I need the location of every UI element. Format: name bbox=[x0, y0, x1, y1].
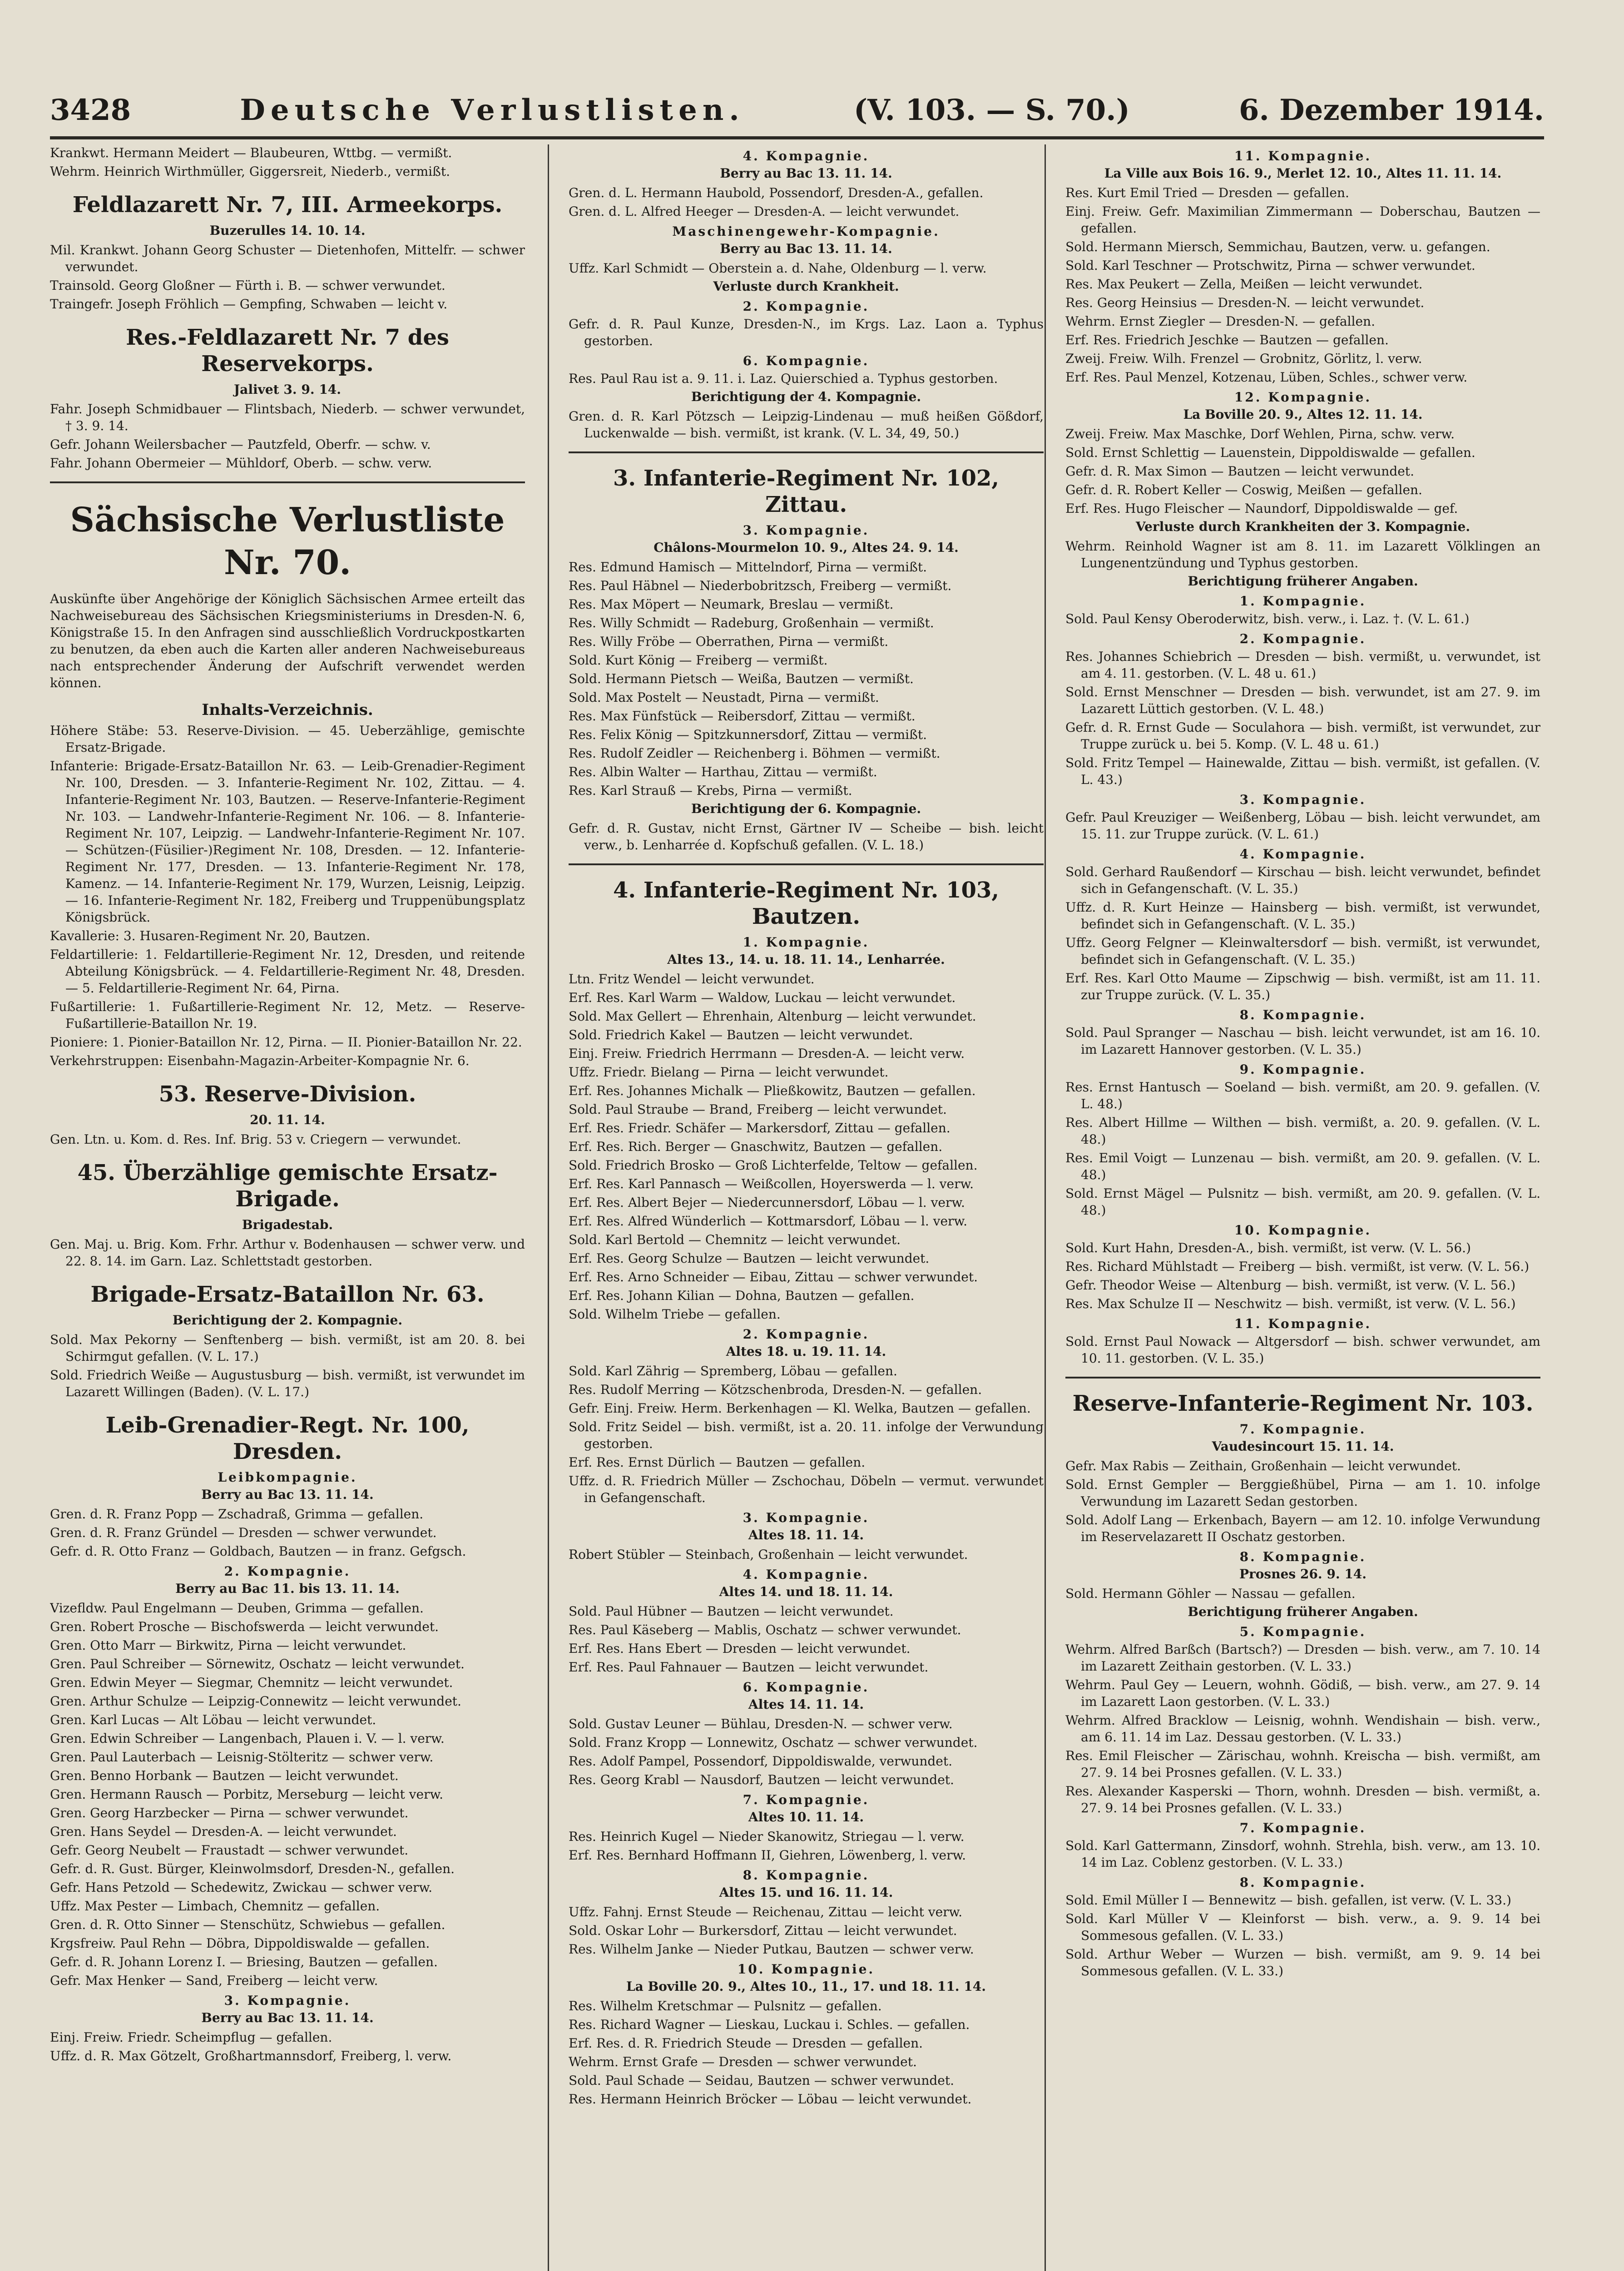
section-rule bbox=[569, 863, 1044, 865]
company-heading: 7. Kompagnie. bbox=[743, 1792, 870, 1807]
casualty-entry: Sold. Adolf Lang — Erkenbach, Bayern — am 12. 10. infolge Verwundung im Reservelazarett II Oschatz gestorben. bbox=[1065, 1512, 1540, 1544]
company-heading: Maschinengewehr-Kompagnie. bbox=[672, 224, 940, 239]
casualty-entry: Wehrm. Paul Gey — Leuern, wohnh. Gödiß, — bish. verw., am 27. 9. 14 im Lazarett Laon gestorben. (V. L. 33.) bbox=[1065, 1677, 1540, 1709]
company-heading: 7. Kompagnie. bbox=[1239, 1422, 1367, 1437]
casualty-entry: Wehrm. Alfred Bracklow — Leisnig, wohnh. Wendishain — bish. verw., am 6. 11. 14 im Laz. Dessau gestorben. (V. L. 33.) bbox=[1065, 1713, 1540, 1745]
date-heading: La Boville 20. 9., Altes 12. 11. 14. bbox=[1183, 407, 1423, 422]
company-heading: 3. Kompagnie. bbox=[743, 523, 870, 538]
casualty-entry: Gefr. Georg Neubelt — Fraustadt — schwer verwundet. bbox=[50, 1843, 409, 1858]
casualty-entry: Einj. Freiw. Friedr. Scheimpflug — gefallen. bbox=[50, 2030, 332, 2045]
company-heading: 3. Kompagnie. bbox=[743, 1510, 870, 1525]
casualty-entry: Infanterie: Brigade-Ersatz-Bataillon Nr. 63. — Leib-Grenadier-Regiment Nr. 100, Dresden. — 3. Infanterie-Regiment Nr. 102, Zittau. — 4. Infanterie-Regiment Nr. 103, Bautzen. — Reserve-Infanterie-Regiment Nr. 103. — Landwehr-Infanterie-Regiment Nr. 106. — 8. Infanterie-Regiment Nr. 107, Leipzig. — Landwehr-Infanterie-Regiment Nr. 107. — Schützen-(Füsilier-)Regiment Nr. 108, Dresden. — 12. Infanterie-Regiment Nr. 177, Dresden. — 13. Infanterie-Regiment Nr. 178, Kamenz. — 14. Infanterie-Regiment Nr. 179, Wurzen, Leisnig, Leipzig. — 16. Infanterie-Regiment Nr. 182, Freiberg und Truppenübungsplatz Königsbrück. bbox=[50, 759, 525, 925]
casualty-entry: Res. Rudolf Merring — Kötzschenbroda, Dresden-N. — gefallen. bbox=[569, 1382, 982, 1397]
casualty-entry: Sold. Ernst Gempler — Berggießhübel, Pirna — am 1. 10. infolge Verwundung im Lazarett Sedan gestorben. bbox=[1065, 1477, 1540, 1509]
section-heading: Reserve-Infanterie-Regiment Nr. 103. bbox=[1072, 1391, 1534, 1416]
section-heading: Brigade-Ersatz-Bataillon Nr. 63. bbox=[90, 1282, 485, 1307]
casualty-entry: Res. Kurt Emil Tried — Dresden — gefallen. bbox=[1065, 185, 1349, 200]
notice-paragraph: Auskünfte über Angehörige der Königlich Sächsischen Armee erteilt das Nachweisebureau des Sächsischen Kriegsministeriums in Dresden-N. 6, Königstraße 15. In den Anfragen sind ausschließlich Vordruckpostkarten zu benutzen, da eben auch die Karten aller anderen Nachweisebureaus nach entsprechender Änderung der Aufschrift verwendet werden können. bbox=[50, 591, 525, 690]
casualty-entry: Gefr. Johann Weilersbacher — Pautzfeld, Oberfr. — schw. v. bbox=[50, 437, 431, 452]
column-3 bbox=[1065, 144, 1540, 2271]
casualty-entry: Sold. Ernst Mägel — Pulsnitz — bish. vermißt, am 20. 9. gefallen. (V. L. 48.) bbox=[1065, 1186, 1540, 1218]
date-heading: La Ville aux Bois 16. 9., Merlet 12. 10., Altes 11. 11. 14. bbox=[1104, 166, 1502, 181]
casualty-entry: Gen. Ltn. u. Kom. d. Res. Inf. Brig. 53 v. Criegern — verwundet. bbox=[50, 1132, 461, 1147]
casualty-entry: Trainsold. Georg Gloßner — Fürth i. B. — schwer verwundet. bbox=[50, 278, 446, 293]
date-heading: Berichtigung der 4. Kompagnie. bbox=[691, 389, 921, 404]
date-heading: Berry au Bac 11. bis 13. 11. 14. bbox=[175, 1581, 400, 1596]
casualty-entry: Sold. Ernst Schlettig — Lauenstein, Dippoldiswalde — gefallen. bbox=[1065, 445, 1475, 460]
date-heading: Berry au Bac 13. 11. 14. bbox=[201, 2010, 374, 2025]
casualty-entry: Gren. d. R. Otto Sinner — Stenschütz, Schwiebus — gefallen. bbox=[50, 1917, 446, 1932]
company-heading: Leibkompagnie. bbox=[218, 1470, 357, 1485]
column-divider bbox=[548, 144, 549, 2271]
company-heading: 9. Kompagnie. bbox=[1239, 1062, 1367, 1077]
casualty-entry: Res. Wilhelm Janke — Nieder Putkau, Bautzen — schwer verw. bbox=[569, 1942, 974, 1957]
casualty-entry: Gren. d. R. Karl Pötzsch — Leipzig-Lindenau — muß heißen Gößdorf, Luckenwalde — bish. vermißt, ist krank. (V. L. 34, 49, 50.) bbox=[569, 409, 1044, 441]
date-heading: 20. 11. 14. bbox=[250, 1112, 325, 1127]
casualty-entry: Gren. d. R. Franz Gründel — Dresden — schwer verwundet. bbox=[50, 1525, 437, 1540]
casualty-entry: Erf. Res. Karl Pannasch — Weißcollen, Hoyerswerda — l. verw. bbox=[569, 1176, 974, 1191]
publication-title: Deutsche Verlustlisten. bbox=[240, 93, 745, 127]
date-heading: Altes 18. 11. 14. bbox=[748, 1527, 864, 1542]
casualty-entry: Erf. Res. Friedrich Jeschke — Bautzen — gefallen. bbox=[1065, 332, 1389, 347]
company-heading: 5. Kompagnie. bbox=[1239, 1624, 1367, 1639]
casualty-entry: Gren. d. L. Hermann Haubold, Possendorf, Dresden-A., gefallen. bbox=[569, 185, 984, 200]
casualty-entry: Sold. Max Pekorny — Senftenberg — bish. vermißt, ist am 20. 8. bei Schirmgut gefallen. (V. L. 17.) bbox=[50, 1332, 525, 1364]
casualty-entry: Res. Karl Strauß — Krebs, Pirna — vermißt. bbox=[569, 783, 852, 798]
company-heading: 4. Kompagnie. bbox=[743, 1567, 870, 1582]
column-1 bbox=[50, 144, 525, 2271]
casualty-entry: Res. Paul Käseberg — Mablis, Oschatz — schwer verwundet. bbox=[569, 1622, 961, 1637]
casualty-entry: Res. Ernst Hantusch — Soeland — bish. vermißt, am 20. 9. gefallen. (V. L. 48.) bbox=[1065, 1080, 1540, 1111]
casualty-entry: Uffz. Fahnj. Ernst Steude — Reichenau, Zittau — leicht verw. bbox=[569, 1904, 963, 1919]
date-heading: La Boville 20. 9., Altes 10., 11., 17. und 18. 11. 14. bbox=[626, 1979, 986, 1994]
date-heading: Altes 10. 11. 14. bbox=[748, 1810, 864, 1825]
date-heading: Châlons-Mourmelon 10. 9., Altes 24. 9. 14. bbox=[654, 540, 959, 555]
casualty-entry: Gefr. d. R. Gustav, nicht Ernst, Gärtner IV — Scheibe — bish. leicht verw., b. Lenharrée d. Kopfschuß gefallen. (V. L. 18.) bbox=[569, 821, 1044, 853]
casualty-entry: Sold. Kurt Hahn, Dresden-A., bish. vermißt, ist verw. (V. L. 56.) bbox=[1065, 1240, 1471, 1255]
casualty-entry: Res. Emil Voigt — Lunzenau — bish. vermißt, am 20. 9. gefallen. (V. L. 48.) bbox=[1065, 1150, 1540, 1182]
casualty-entry: Gren. d. R. Franz Popp — Zschadraß, Grimma — gefallen. bbox=[50, 1507, 424, 1522]
casualty-entry: Erf. Res. Rich. Berger — Gnaschwitz, Bautzen — gefallen. bbox=[569, 1139, 943, 1154]
casualty-entry: Res. Wilhelm Kretschmar — Pulsnitz — gefallen. bbox=[569, 1998, 882, 2013]
company-heading: 4. Kompagnie. bbox=[1239, 847, 1367, 862]
section-heading: 3. Infanterie-Regiment Nr. 102, Zittau. bbox=[613, 466, 999, 517]
casualty-entry: Gefr. Max Henker — Sand, Freiberg — leicht verw. bbox=[50, 1973, 378, 1988]
issue-date: 6. Dezember 1914. bbox=[1239, 93, 1544, 127]
casualty-entry: Wehrm. Alfred Barßch (Bartsch?) — Dresden — bish. verw., am 7. 10. 14 im Lazarett Zeithain gestorben. (V. L. 33.) bbox=[1065, 1642, 1540, 1674]
casualty-entry: Sold. Ernst Menschner — Dresden — bish. verwundet, ist am 27. 9. im Lazarett Lüttich gestorben. (V. L. 48.) bbox=[1065, 684, 1540, 716]
casualty-entry: Gefr. d. R. Paul Kunze, Dresden-N., im Krgs. Laz. Laon a. Typhus gestorben. bbox=[569, 317, 1044, 348]
casualty-entry: Robert Stübler — Steinbach, Großenhain — leicht verwundet. bbox=[569, 1547, 968, 1562]
casualty-entry: Krankwt. Hermann Meidert — Blaubeuren, Wttbg. — vermißt. bbox=[50, 145, 452, 160]
date-heading: Berry au Bac 13. 11. 14. bbox=[720, 241, 892, 256]
company-heading: 8. Kompagnie. bbox=[1239, 1875, 1367, 1890]
company-heading: 11. Kompagnie. bbox=[1234, 149, 1372, 164]
casualty-entry: Sold. Fritz Seidel — bish. vermißt, ist a. 20. 11. infolge der Verwundung gestorben. bbox=[569, 1419, 1044, 1451]
company-heading: 6. Kompagnie. bbox=[743, 1680, 870, 1695]
casualty-entry: Ltn. Fritz Wendel — leicht verwundet. bbox=[569, 972, 815, 987]
casualty-entry: Sold. Max Gellert — Ehrenhain, Altenburg — leicht verwundet. bbox=[569, 1009, 976, 1024]
casualty-entry: Sold. Hermann Miersch, Semmichau, Bautzen, verw. u. gefangen. bbox=[1065, 239, 1490, 254]
section-heading: Feldlazarett Nr. 7, III. Armeekorps. bbox=[72, 192, 503, 218]
casualty-entry: Gren. Paul Lauterbach — Leisnig-Stölteritz — schwer verw. bbox=[50, 1750, 434, 1765]
casualty-entry: Gren. Paul Schreiber — Sörnewitz, Oschatz — leicht verwundet. bbox=[50, 1656, 465, 1671]
section-rule bbox=[50, 481, 525, 483]
casualty-entry: Gefr. d. R. Ernst Gude — Soculahora — bish. vermißt, ist verwundet, zur Truppe zurück u. bei 5. Komp. (V. L. 48 u. 61.) bbox=[1065, 720, 1540, 752]
casualty-entry: Res. Willy Fröbe — Oberrathen, Pirna — vermißt. bbox=[569, 634, 889, 649]
casualty-entry: Fußartillerie: 1. Fußartillerie-Regiment Nr. 12, Metz. — Reserve-Fußartillerie-Bataillon Nr. 19. bbox=[50, 999, 525, 1031]
casualty-entry: Sold. Hermann Göhler — Nassau — gefallen. bbox=[1065, 1586, 1356, 1601]
casualty-entry: Res. Paul Häbnel — Niederbobritzsch, Freiberg — vermißt. bbox=[569, 578, 952, 593]
casualty-entry: Sold. Paul Kensy Oberoderwitz, bish. verw., i. Laz. †. (V. L. 61.) bbox=[1065, 611, 1470, 626]
casualty-entry: Gren. Otto Marr — Birkwitz, Pirna — leicht verwundet. bbox=[50, 1638, 406, 1653]
casualty-entry: Gefr. Hans Petzold — Schedewitz, Zwickau — schwer verw. bbox=[50, 1880, 432, 1895]
company-heading: 2. Kompagnie. bbox=[1239, 631, 1367, 646]
casualty-entry: Gren. Hans Seydel — Dresden-A. — leicht verwundet. bbox=[50, 1824, 397, 1839]
sub-heading: Inhalts-Verzeichnis. bbox=[202, 701, 373, 719]
casualty-entry: Sold. Ernst Paul Nowack — Altgersdorf — bish. schwer verwundet, am 10. 11. gestorben. (V. L. 35.) bbox=[1065, 1334, 1540, 1366]
company-heading: 1. Kompagnie. bbox=[743, 935, 870, 950]
casualty-entry: Erf. Res. Hans Ebert — Dresden — leicht verwundet. bbox=[569, 1641, 911, 1656]
casualty-entry: Res. Emil Fleischer — Zärischau, wohnh. Kreischa — bish. vermißt, am 27. 9. 14 bei Prosnes gefallen. (V. L. 33.) bbox=[1065, 1748, 1540, 1780]
casualty-entry: Gren. Benno Horbank — Bautzen — leicht verwundet. bbox=[50, 1768, 399, 1783]
casualty-entry: Fahr. Johann Obermeier — Mühldorf, Oberb. — schw. verw. bbox=[50, 456, 432, 471]
casualty-entry: Erf. Res. Hugo Fleischer — Naundorf, Dippoldiswalde — gef. bbox=[1065, 501, 1458, 516]
casualty-entry: Gren. Arthur Schulze — Leipzig-Connewitz — leicht verwundet. bbox=[50, 1694, 461, 1709]
casualty-entry: Erf. Res. Johann Kilian — Dohna, Bautzen — gefallen. bbox=[569, 1288, 915, 1303]
casualty-entry: Gren. Hermann Rausch — Porbitz, Merseburg — leicht verw. bbox=[50, 1787, 444, 1802]
section-heading: Leib-Grenadier-Regt. Nr. 100, Dresden. bbox=[105, 1413, 470, 1464]
casualty-entry: Einj. Freiw. Friedrich Herrmann — Dresden-A. — leicht verw. bbox=[569, 1046, 965, 1061]
casualty-entry: Gefr. d. R. Max Simon — Bautzen — leicht verwundet. bbox=[1065, 464, 1414, 479]
company-heading: 8. Kompagnie. bbox=[1239, 1549, 1367, 1564]
casualty-entry: Erf. Res. Paul Menzel, Kotzenau, Lüben, Schles., schwer verw. bbox=[1065, 370, 1468, 385]
date-heading: Brigadestab. bbox=[242, 1217, 333, 1232]
company-heading: 10. Kompagnie. bbox=[1234, 1223, 1372, 1238]
casualty-entry: Zweij. Freiw. Max Maschke, Dorf Wehlen, Pirna, schw. verw. bbox=[1065, 426, 1455, 441]
section-heading: 53. Reserve-Division. bbox=[158, 1081, 416, 1107]
casualty-entry: Einj. Freiw. Gefr. Maximilian Zimmermann — Doberschau, Bautzen — gefallen. bbox=[1065, 204, 1540, 236]
date-heading: Vaudesincourt 15. 11. 14. bbox=[1212, 1439, 1394, 1454]
company-heading: 1. Kompagnie. bbox=[1239, 594, 1367, 609]
casualty-entry: Sold. Friedrich Kakel — Bautzen — leicht verwundet. bbox=[569, 1027, 913, 1042]
casualty-entry: Sold. Karl Zährig — Spremberg, Löbau — gefallen. bbox=[569, 1364, 897, 1378]
casualty-entry: Zweij. Freiw. Wilh. Frenzel — Grobnitz, Görlitz, l. verw. bbox=[1065, 351, 1422, 366]
casualty-entry: Sold. Max Postelt — Neustadt, Pirna — vermißt. bbox=[569, 690, 879, 705]
casualty-entry: Res. Hermann Heinrich Bröcker — Löbau — leicht verwundet. bbox=[569, 2092, 972, 2107]
casualty-entry: Wehrm. Heinrich Wirthmüller, Giggersreit, Niederb., vermißt. bbox=[50, 164, 450, 179]
casualty-entry: Sold. Gerhard Raußendorf — Kirschau — bish. leicht verwundet, befindet sich in Gefangenschaft. (V. L. 35.) bbox=[1065, 864, 1540, 896]
casualty-entry: Uffz. Karl Schmidt — Oberstein a. d. Nahe, Oldenburg — l. verw. bbox=[569, 261, 987, 276]
casualty-entry: Sold. Oskar Lohr — Burkersdorf, Zittau — leicht verwundet. bbox=[569, 1923, 957, 1938]
company-heading: 8. Kompagnie. bbox=[743, 1868, 870, 1883]
casualty-entry: Sold. Karl Bertold — Chemnitz — leicht verwundet. bbox=[569, 1232, 901, 1247]
casualty-entry: Res. Max Fünfstück — Reibersdorf, Zittau — vermißt. bbox=[569, 709, 916, 724]
casualty-entry: Vizefldw. Paul Engelmann — Deuben, Grimma — gefallen. bbox=[50, 1601, 424, 1616]
date-heading: Berry au Bac 13. 11. 14. bbox=[720, 166, 892, 181]
casualty-entry: Res. Willy Schmidt — Radeburg, Großenhain — vermißt. bbox=[569, 615, 934, 630]
section-heading: 45. Überzählige gemischte Ersatz-Brigade. bbox=[77, 1160, 498, 1212]
casualty-entry: Uffz. Max Pester — Limbach, Chemnitz — gefallen. bbox=[50, 1899, 380, 1914]
casualty-entry: Erf. Res. Arno Schneider — Eibau, Zittau — schwer verwundet. bbox=[569, 1269, 978, 1284]
casualty-entry: Gefr. Theodor Weise — Altenburg — bish. vermißt, ist verw. (V. L. 56.) bbox=[1065, 1278, 1516, 1293]
casualty-entry: Gefr. d. R. Otto Franz — Goldbach, Bautzen — in franz. Gefgsch. bbox=[50, 1544, 466, 1559]
casualty-entry: Gefr. d. R. Robert Keller — Coswig, Meißen — gefallen. bbox=[1065, 482, 1422, 497]
casualty-entry: Sold. Paul Schade — Seidau, Bautzen — schwer verwundet. bbox=[569, 2073, 954, 2088]
casualty-entry: Sold. Kurt König — Freiberg — vermißt. bbox=[569, 653, 828, 668]
date-heading: Buzerulles 14. 10. 14. bbox=[209, 223, 366, 238]
section-heading: Res.-Feldlazarett Nr. 7 des Reservekorps. bbox=[126, 325, 449, 377]
list-title: Sächsische Verlustliste Nr. 70. bbox=[70, 501, 505, 582]
casualty-entry: Wehrm. Ernst Ziegler — Dresden-N. — gefallen. bbox=[1065, 314, 1375, 329]
casualty-entry: Sold. Wilhelm Triebe — gefallen. bbox=[569, 1307, 781, 1322]
casualty-entry: Erf. Res. Friedr. Schäfer — Markersdorf, Zittau — gefallen. bbox=[569, 1121, 951, 1136]
date-heading: Verluste durch Krankheiten der 3. Kompagnie. bbox=[1135, 519, 1471, 534]
casualty-entry: Res. Georg Heinsius — Dresden-N. — leicht verwundet. bbox=[1065, 295, 1425, 310]
casualty-entry: Gefr. Paul Kreuziger — Weißenberg, Löbau — bish. leicht verwundet, am 15. 11. zur Truppe zurück. (V. L. 61.) bbox=[1065, 810, 1540, 842]
date-heading: Altes 15. und 16. 11. 14. bbox=[719, 1885, 893, 1900]
company-heading: 6. Kompagnie. bbox=[743, 353, 870, 368]
casualty-entry: Sold. Fritz Tempel — Hainewalde, Zittau — bish. vermißt, ist gefallen. (V. L. 43.) bbox=[1065, 755, 1540, 787]
casualty-entry: Feldartillerie: 1. Feldartillerie-Regiment Nr. 12, Dresden, und reitende Abteilung Königsbrück. — 4. Feldartillerie-Regiment Nr. 48, Dresden. — 5. Feldartillerie-Regiment Nr. 64, Pirna. bbox=[50, 947, 525, 996]
casualty-entry: Gefr. Einj. Freiw. Herm. Berkenhagen — Kl. Welka, Bautzen — gefallen. bbox=[569, 1401, 1031, 1416]
casualty-entry: Res. Paul Rau ist a. 9. 11. i. Laz. Quierschied a. Typhus gestorben. bbox=[569, 371, 998, 386]
casualty-entry: Uffz. Friedr. Bielang — Pirna — leicht verwundet. bbox=[569, 1065, 889, 1080]
issue-number: (V. 103. — S. 70.) bbox=[853, 93, 1130, 127]
casualty-entry: Sold. Friedrich Brosko — Groß Lichterfelde, Teltow — gefallen. bbox=[569, 1158, 978, 1173]
casualty-entry: Res. Felix König — Spitzkunnersdorf, Zittau — vermißt. bbox=[569, 727, 927, 742]
date-heading: Jalivet 3. 9. 14. bbox=[233, 382, 342, 397]
casualty-entry: Res. Albin Walter — Harthau, Zittau — vermißt. bbox=[569, 764, 877, 779]
casualty-entry: Res. Alexander Kasperski — Thorn, wohnh. Dresden — bish. vermißt, a. 27. 9. 14 bei Prosnes gefallen. (V. L. 33.) bbox=[1065, 1784, 1540, 1815]
casualty-entry: Sold. Karl Teschner — Protschwitz, Pirna — schwer verwundet. bbox=[1065, 258, 1475, 273]
casualty-entry: Erf. Res. Alfred Wünderlich — Kottmarsdorf, Löbau — l. verw. bbox=[569, 1214, 967, 1229]
casualty-entry: Erf. Res. Ernst Dürlich — Bautzen — gefallen. bbox=[569, 1455, 866, 1470]
page-header bbox=[50, 86, 1544, 127]
company-heading: 10. Kompagnie. bbox=[737, 1962, 875, 1977]
header-rule bbox=[50, 136, 1544, 139]
casualty-entry: Traingefr. Joseph Fröhlich — Gempfing, Schwaben — leicht v. bbox=[50, 297, 448, 312]
section-rule bbox=[1065, 1377, 1540, 1378]
casualty-entry: Res. Edmund Hamisch — Mittelndorf, Pirna — vermißt. bbox=[569, 560, 927, 575]
casualty-entry: Sold. Emil Müller I — Bennewitz — bish. gefallen, ist verw. (V. L. 33.) bbox=[1065, 1893, 1511, 1908]
casualty-entry: Gren. Karl Lucas — Alt Löbau — leicht verwundet. bbox=[50, 1712, 376, 1727]
company-heading: 8. Kompagnie. bbox=[1239, 1007, 1367, 1022]
company-heading: 12. Kompagnie. bbox=[1234, 390, 1372, 405]
casualty-entry: Gefr. d. R. Gust. Bürger, Kleinwolmsdorf, Dresden-N., gefallen. bbox=[50, 1861, 455, 1876]
date-heading: Berry au Bac 13. 11. 14. bbox=[201, 1487, 374, 1502]
casualty-entry: Uffz. d. R. Kurt Heinze — Hainsberg — bish. vermißt, ist verwundet, befindet sich in Gefangenschaft. (V. L. 35.) bbox=[1065, 900, 1540, 932]
casualty-entry: Sold. Paul Straube — Brand, Freiberg — leicht verwundet. bbox=[569, 1102, 947, 1117]
casualty-entry: Erf. Res. Karl Otto Maume — Zipschwig — bish. vermißt, ist am 11. 11. zur Truppe zurück. (V. L. 35.) bbox=[1065, 971, 1540, 1002]
casualty-entry: Res. Rudolf Zeidler — Reichenberg i. Böhmen — vermißt. bbox=[569, 746, 941, 761]
date-heading: Altes 14. und 18. 11. 14. bbox=[719, 1584, 893, 1599]
page-number: 3428 bbox=[50, 93, 131, 127]
casualty-entry: Verkehrstruppen: Eisenbahn-Magazin-Arbeiter-Kompagnie Nr. 6. bbox=[50, 1053, 470, 1068]
casualty-entry: Pioniere: 1. Pionier-Bataillon Nr. 12, Pirna. — II. Pionier-Bataillon Nr. 22. bbox=[50, 1035, 522, 1050]
casualty-entry: Uffz. Georg Felgner — Kleinwaltersdorf — bish. vermißt, ist verwundet, befindet sich in Gefangenschaft. (V. L. 35.) bbox=[1065, 935, 1540, 967]
casualty-entry: Sold. Paul Spranger — Naschau — bish. leicht verwundet, ist am 16. 10. im Lazarett Hannover gestorben. (V. L. 35.) bbox=[1065, 1025, 1540, 1057]
casualty-entry: Res. Georg Krabl — Nausdorf, Bautzen — leicht verwundet. bbox=[569, 1772, 954, 1787]
casualty-entry: Krgsfreiw. Paul Rehn — Döbra, Dippoldiswalde — gefallen. bbox=[50, 1936, 430, 1951]
casualty-entry: Res. Johannes Schiebrich — Dresden — bish. vermißt, u. verwundet, ist am 4. 11. gestorben. (V. L. 48 u. 61.) bbox=[1065, 649, 1540, 681]
date-heading: Altes 14. 11. 14. bbox=[748, 1697, 864, 1712]
casualty-entry: Gefr. Max Rabis — Zeithain, Großenhain — leicht verwundet. bbox=[1065, 1458, 1461, 1473]
column-divider bbox=[1045, 144, 1046, 2271]
casualty-entry: Sold. Karl Gattermann, Zinsdorf, wohnh. Strehla, bish. verw., am 13. 10. 14 im Laz. Coblenz gestorben. (V. L. 33.) bbox=[1065, 1838, 1540, 1870]
casualty-entry: Sold. Arthur Weber — Wurzen — bish. vermißt, am 9. 9. 14 bei Sommesous gefallen. (V. L. 33.) bbox=[1065, 1947, 1540, 1978]
casualty-entry: Erf. Res. Karl Warm — Waldow, Luckau — leicht verwundet. bbox=[569, 990, 956, 1005]
casualty-entry: Gren. Edwin Schreiber — Langenbach, Plauen i. V. — l. verw. bbox=[50, 1731, 445, 1746]
company-heading: 3. Kompagnie. bbox=[224, 1993, 351, 2008]
date-heading: Berichtigung der 6. Kompagnie. bbox=[691, 801, 921, 816]
casualty-entry: Erf. Res. Johannes Michalk — Pließkowitz, Bautzen — gefallen. bbox=[569, 1083, 976, 1098]
casualty-entry: Erf. Res. Georg Schulze — Bautzen — leicht verwundet. bbox=[569, 1251, 930, 1266]
casualty-entry: Res. Max Peukert — Zella, Meißen — leicht verwundet. bbox=[1065, 277, 1423, 292]
casualty-entry: Res. Richard Wagner — Lieskau, Luckau i. Schles. — gefallen. bbox=[569, 2017, 970, 2032]
casualty-entry: Sold. Karl Müller V — Kleinforst — bish. verw., a. 9. 9. 14 bei Sommesous gefallen. (V. L. 33.) bbox=[1065, 1911, 1540, 1943]
date-heading: Altes 18. u. 19. 11. 14. bbox=[726, 1344, 886, 1359]
casualty-entry: Erf. Res. Albert Bejer — Niedercunnersdorf, Löbau — l. verw. bbox=[569, 1195, 965, 1210]
casualty-entry: Res. Richard Mühlstadt — Freiberg — bish. vermißt, ist verw. (V. L. 56.) bbox=[1065, 1259, 1530, 1274]
company-heading: 7. Kompagnie. bbox=[1239, 1820, 1367, 1835]
casualty-entry: Uffz. d. R. Max Götzelt, Großhartmannsdorf, Freiberg, l. verw. bbox=[50, 2048, 452, 2063]
casualty-entry: Sold. Gustav Leuner — Bühlau, Dresden-N. — schwer verw. bbox=[569, 1716, 953, 1731]
company-heading: 3. Kompagnie. bbox=[1239, 792, 1367, 807]
date-heading: Berichtigung früherer Angaben. bbox=[1188, 1604, 1418, 1619]
casualty-entry: Res. Max Möpert — Neumark, Breslau — vermißt. bbox=[569, 597, 894, 612]
casualty-entry: Gren. Edwin Meyer — Siegmar, Chemnitz — leicht verwundet. bbox=[50, 1675, 453, 1690]
company-heading: 4. Kompagnie. bbox=[743, 149, 870, 164]
casualty-entry: Sold. Hermann Pietsch — Weißa, Bautzen — vermißt. bbox=[569, 671, 914, 686]
casualty-entry: Sold. Franz Kropp — Lonnewitz, Oschatz — schwer verwundet. bbox=[569, 1735, 978, 1750]
casualty-entry: Gren. Robert Prosche — Bischofswerda — leicht verwundet. bbox=[50, 1619, 439, 1634]
casualty-entry: Res. Heinrich Kugel — Nieder Skanowitz, Striegau — l. verw. bbox=[569, 1829, 965, 1844]
casualty-entry: Gren. Georg Harzbecker — Pirna — schwer verwundet. bbox=[50, 1805, 409, 1820]
casualty-entry: Gen. Maj. u. Brig. Kom. Frhr. Arthur v. Bodenhausen — schwer verw. und 22. 8. 14. im Garn. Laz. Schlettstadt gestorben. bbox=[50, 1237, 525, 1269]
casualty-entry: Gren. d. L. Alfred Heeger — Dresden-A. — leicht verwundet. bbox=[569, 204, 960, 219]
casualty-entry: Wehrm. Reinhold Wagner ist am 8. 11. im Lazarett Völklingen an Lungenentzündung und Typhus gestorben. bbox=[1065, 539, 1540, 570]
column-2 bbox=[569, 144, 1044, 2271]
section-rule bbox=[569, 451, 1044, 453]
company-heading: 2. Kompagnie. bbox=[743, 1327, 870, 1342]
casualty-entry: Höhere Stäbe: 53. Reserve-Division. — 45. Ueberzählige, gemischte Ersatz-Brigade. bbox=[50, 723, 525, 755]
casualty-entry: Erf. Res. Bernhard Hoffmann II, Giehren, Löwenberg, l. verw. bbox=[569, 1848, 966, 1863]
company-heading: 2. Kompagnie. bbox=[743, 299, 870, 314]
casualty-entry: Gefr. d. R. Johann Lorenz I. — Briesing, Bautzen — gefallen. bbox=[50, 1954, 438, 1969]
date-heading: Prosnes 26. 9. 14. bbox=[1239, 1567, 1367, 1582]
date-heading: Verluste durch Krankheit. bbox=[713, 279, 899, 294]
date-heading: Berichtigung der 2. Kompagnie. bbox=[172, 1313, 403, 1328]
date-heading: Berichtigung früherer Angaben. bbox=[1188, 574, 1418, 589]
casualty-entry: Sold. Friedrich Weiße — Augustusburg — bish. vermißt, ist verwundet im Lazarett Willingen (Baden). (V. L. 17.) bbox=[50, 1368, 525, 1399]
casualty-entry: Uffz. d. R. Friedrich Müller — Zschochau, Döbeln — vermut. verwundet in Gefangenschaft. bbox=[569, 1473, 1044, 1505]
section-heading: 4. Infanterie-Regiment Nr. 103, Bautzen. bbox=[613, 878, 999, 929]
casualty-entry: Erf. Res. d. R. Friedrich Steude — Dresden — gefallen. bbox=[569, 2036, 923, 2051]
casualty-entry: Res. Adolf Pampel, Possendorf, Dippoldiswalde, verwundet. bbox=[569, 1754, 953, 1769]
company-heading: 11. Kompagnie. bbox=[1234, 1316, 1372, 1331]
casualty-entry: Wehrm. Ernst Grafe — Dresden — schwer verwundet. bbox=[569, 2054, 917, 2069]
casualty-entry: Res. Max Schulze II — Neschwitz — bish. vermißt, ist verw. (V. L. 56.) bbox=[1065, 1296, 1516, 1311]
date-heading: Altes 13., 14. u. 18. 11. 14., Lenharrée. bbox=[667, 952, 945, 967]
casualty-entry: Sold. Paul Hübner — Bautzen — leicht verwundet. bbox=[569, 1604, 894, 1619]
casualty-entry: Erf. Res. Paul Fahnauer — Bautzen — leicht verwundet. bbox=[569, 1660, 929, 1675]
casualty-entry: Mil. Krankwt. Johann Georg Schuster — Dietenhofen, Mittelfr. — schwer verwundet. bbox=[50, 243, 525, 274]
casualty-entry: Kavallerie: 3. Husaren-Regiment Nr. 20, Bautzen. bbox=[50, 928, 371, 943]
casualty-entry: Res. Albert Hillme — Wilthen — bish. vermißt, a. 20. 9. gefallen. (V. L. 48.) bbox=[1065, 1115, 1540, 1147]
casualty-entry: Fahr. Joseph Schmidbauer — Flintsbach, Niederb. — schwer verwundet, † 3. 9. 14. bbox=[50, 402, 525, 433]
company-heading: 2. Kompagnie. bbox=[224, 1564, 351, 1579]
